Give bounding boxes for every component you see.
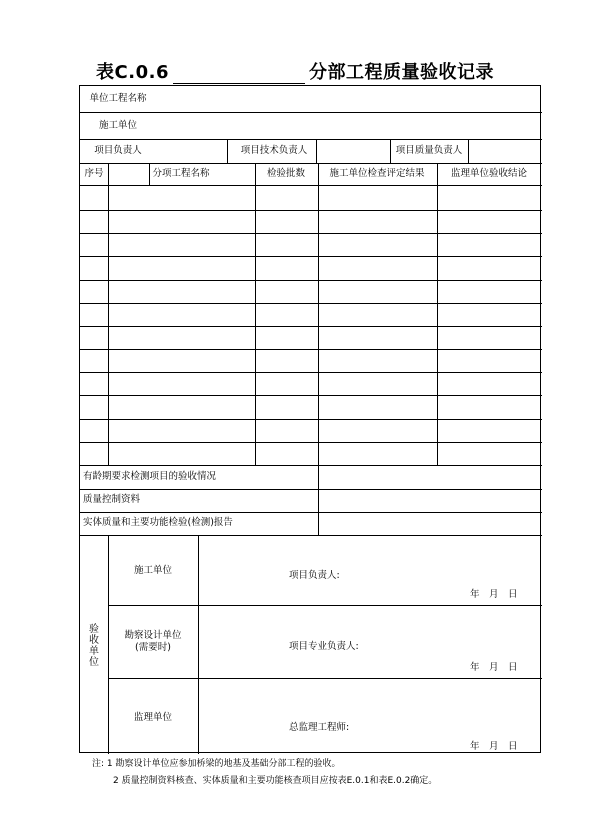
column-header-index: 序号 bbox=[84, 168, 104, 179]
grid-line bbox=[318, 163, 319, 535]
tech-manager-label: 项目技术负责人 bbox=[240, 145, 308, 156]
grid-line bbox=[80, 280, 542, 281]
contractor-signer-label: 项目负责人: bbox=[289, 570, 340, 581]
quality-docs-label: 质量控制资料 bbox=[83, 494, 141, 505]
form-title bbox=[0, 58, 590, 84]
project-manager-label: 项目负责人 bbox=[94, 145, 142, 156]
design-signer-label: 项目专业负责人: bbox=[289, 641, 359, 652]
aging-inspection-label: 有龄期要求检测项目的验收情况 bbox=[83, 471, 217, 482]
column-header-subitem: 分项工程名称 bbox=[152, 168, 210, 179]
grid-line bbox=[80, 372, 542, 373]
grid-line bbox=[108, 163, 109, 466]
grid-line bbox=[80, 112, 542, 113]
title-suffix: 分部工程质量验收记录 bbox=[308, 62, 494, 83]
note-line-1: 注: 1 勘察设计单位应参加桥梁的地基及基础分部工程的验收。 bbox=[92, 759, 341, 769]
column-header-contractor-result: 施工单位检查评定结果 bbox=[329, 168, 425, 179]
grid-line bbox=[80, 256, 542, 257]
contractor-date: 年 月 日 bbox=[470, 589, 518, 600]
grid-line bbox=[80, 395, 542, 396]
grid-line bbox=[80, 185, 542, 186]
grid-line bbox=[80, 210, 542, 211]
column-header-batches: 检验批数 bbox=[266, 168, 306, 179]
grid-line bbox=[80, 349, 542, 350]
grid-line bbox=[149, 163, 150, 185]
column-header-supervisor-result: 监理单位验收结论 bbox=[450, 168, 528, 179]
acceptance-units-label: 验 收 单 位 bbox=[89, 624, 99, 668]
grid-line bbox=[80, 535, 542, 536]
title-prefix: 表C.0.6 bbox=[96, 62, 169, 83]
title-blank-line bbox=[173, 67, 305, 84]
project-name-label: 单位工程名称 bbox=[89, 93, 147, 104]
grid-line bbox=[80, 303, 542, 304]
design-unit-label: 勘察设计单位 bbox=[124, 630, 182, 641]
grid-line bbox=[468, 139, 469, 163]
grid-line bbox=[390, 139, 391, 163]
supervisor-date: 年 月 日 bbox=[470, 741, 518, 752]
design-date: 年 月 日 bbox=[470, 662, 518, 673]
grid-line bbox=[316, 139, 317, 163]
supervisor-signer-label: 总监理工程师: bbox=[289, 722, 350, 733]
grid-line bbox=[80, 512, 542, 513]
design-unit-note: (需要时) bbox=[135, 642, 171, 653]
function-test-label: 实体质量和主要功能检验(检测)报告 bbox=[83, 517, 233, 528]
grid-line bbox=[108, 535, 109, 754]
grid-line bbox=[255, 163, 256, 466]
grid-line bbox=[80, 489, 542, 490]
grid-line bbox=[108, 678, 542, 679]
grid-line bbox=[80, 465, 542, 466]
grid-line bbox=[108, 605, 542, 606]
grid-line bbox=[198, 535, 199, 754]
grid-line bbox=[80, 139, 542, 140]
contractor-unit-label: 施工单位 bbox=[133, 565, 173, 576]
grid-line bbox=[80, 419, 542, 420]
acceptance-record-form bbox=[79, 85, 541, 753]
contractor-label: 施工单位 bbox=[98, 120, 138, 131]
note-line-2: 2 质量控制资料核查、实体质量和主要功能核查项目应按表E.0.1和表E.0.2确定。 bbox=[113, 776, 438, 786]
supervisor-unit-label: 监理单位 bbox=[133, 712, 173, 723]
quality-manager-label: 项目质量负责人 bbox=[395, 145, 463, 156]
grid-line bbox=[80, 442, 542, 443]
grid-line bbox=[437, 163, 438, 466]
grid-line bbox=[80, 326, 542, 327]
grid-line bbox=[227, 139, 228, 163]
grid-line bbox=[80, 233, 542, 234]
